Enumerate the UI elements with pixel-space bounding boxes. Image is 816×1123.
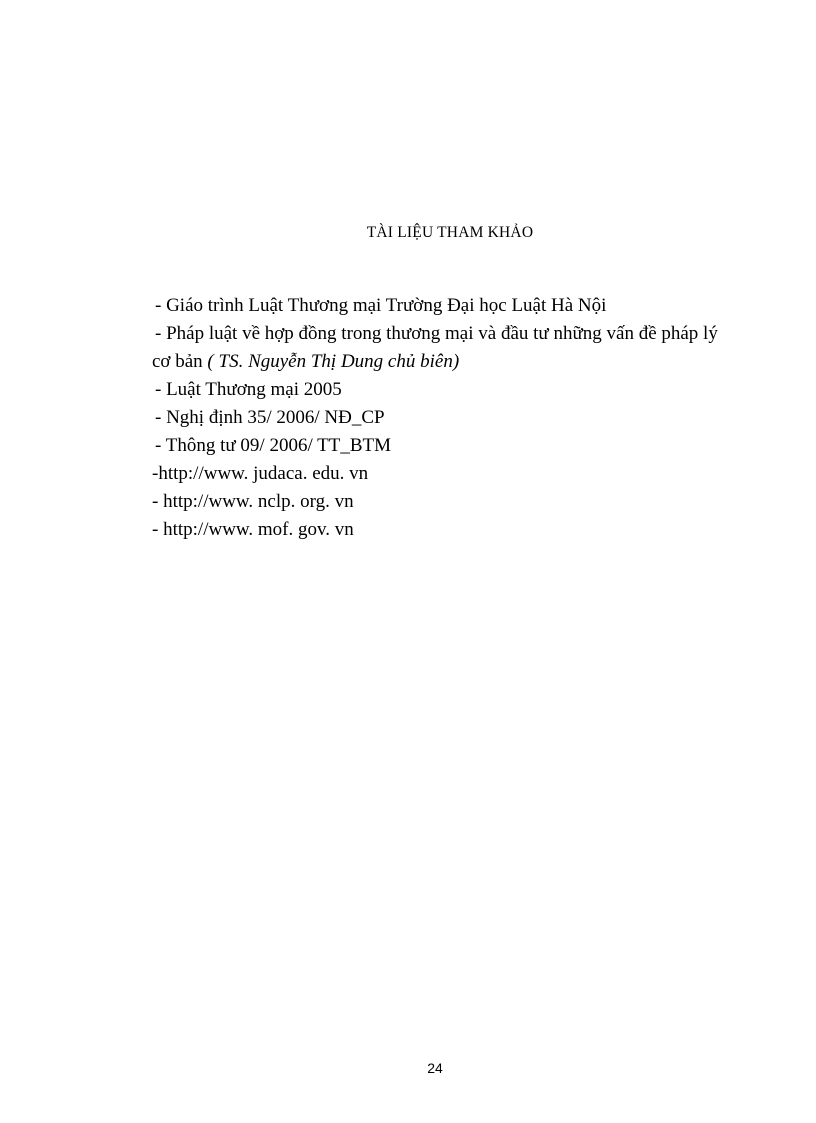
reference-list (152, 292, 742, 544)
reference-link: - http://www. nclp. org. vn (152, 491, 354, 512)
page-number: 24 (427, 1060, 443, 1076)
page-title: TÀI LIỆU THAM KHẢO (366, 224, 534, 241)
reference-item: - Giáo trình Luật Thương mại Trường Đại học Luật Hà Nội (155, 295, 607, 316)
reference-item: - Thông tư 09/ 2006/ TT_BTM (155, 435, 392, 456)
reference-item (138, 320, 730, 376)
reference-link: -http://www. judaca. edu. vn (152, 463, 369, 484)
reference-editor-note: ( TS. Nguyễn Thị Dung chủ biên) (207, 351, 460, 372)
reference-item: - Nghị định 35/ 2006/ NĐ_CP (155, 407, 385, 428)
reference-link: - http://www. mof. gov. vn (152, 519, 354, 540)
reference-item: - Luật Thương mại 2005 (155, 379, 342, 400)
reference-text: - Pháp luật về hợp đồng trong thương mại và đầu tư những vấn đề pháp lý cơ bản (152, 323, 718, 372)
